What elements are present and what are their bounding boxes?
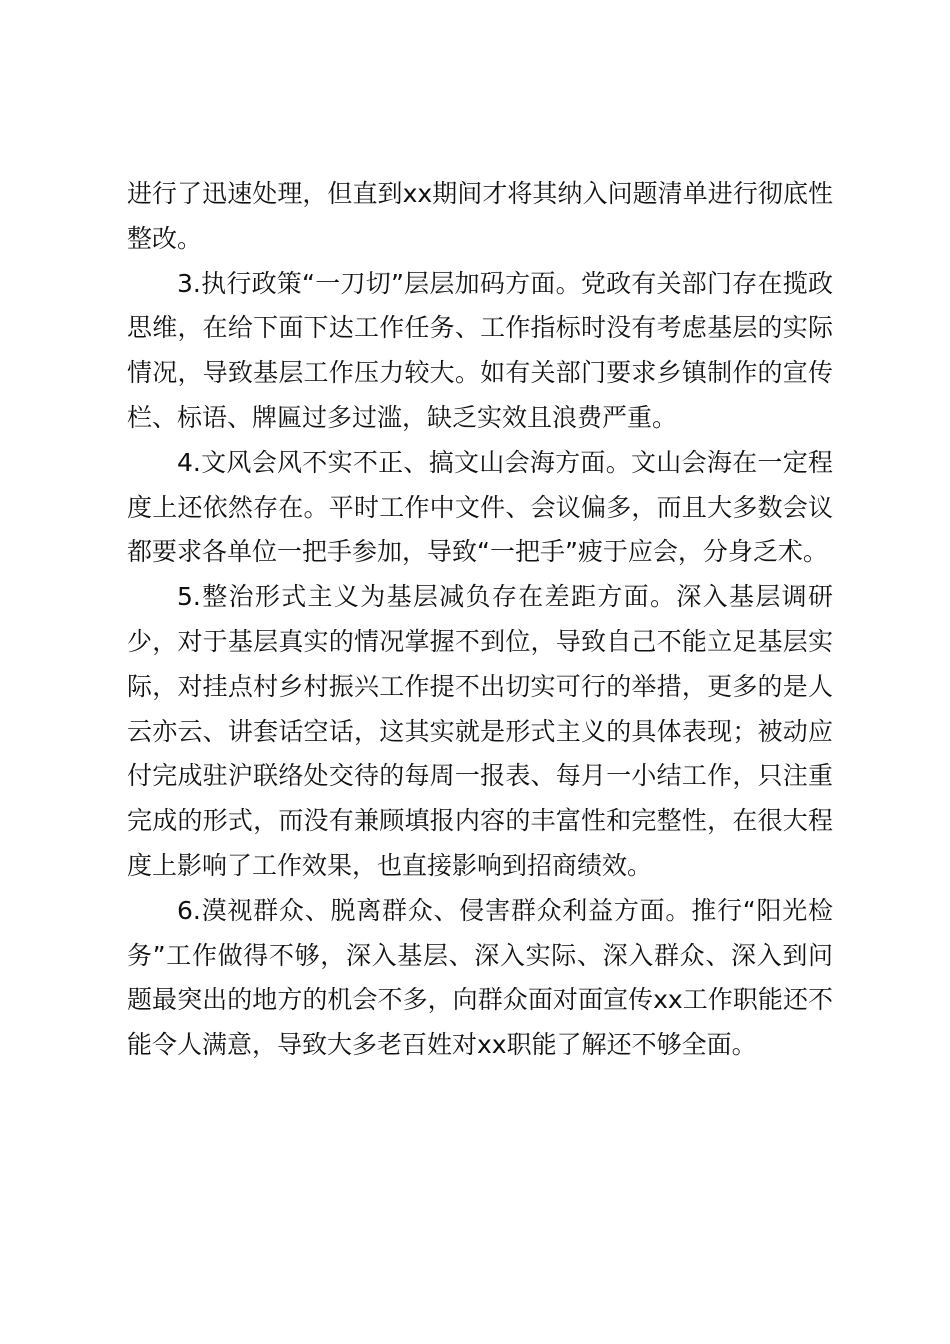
document-body [127, 172, 833, 1068]
paragraph-item-3: 3.执行政策“一刀切”层层加码方面。党政有关部门存在揽政思维，在给下面下达工作任务、工作指标时没有考虑基层的实际情况，导致基层工作压力较大。如有关部门要求乡镇制作的宣传栏、标语、牌匾过多过滥，缺乏实效且浪费严重。 [127, 268, 833, 432]
paragraph-item-4: 4.文风会风不实不正、搞文山会海方面。文山会海在一定程度上还依然存在。平时工作中文件、会议偏多，而且大多数会议都要求各单位一把手参加，导致“一把手”疲于应会，分身乏术。 [127, 447, 833, 567]
paragraph-item-6: 6.漠视群众、脱离群众、侵害群众利益方面。推行“阳光检务”工作做得不够，深入基层、深入实际、深入群众、深入到问题最突出的地方的机会不多，向群众面对面宣传xx工作职能还不能令人满意，导致大多老百姓对xx职能了解还不够全面。 [127, 895, 833, 1060]
paragraph-item-5: 5.整治形式主义为基层减负存在差距方面。深入基层调研少，对于基层真实的情况掌握不到位，导致自己不能立足基层实际，对挂点村乡村振兴工作提不出切实可行的举措，更多的是人云亦云、讲套话空话，这其实就是形式主义的具体表现；被动应付完成驻沪联络处交待的每周一报表、每月一小结工作，只注重完成的形式，而没有兼顾填报内容的丰富性和完整性，在很大程度上影响了工作效果，也直接影响到招商绩效。 [127, 582, 833, 880]
paragraph-continuation: 进行了迅速处理，但直到xx期间才将其纳入问题清单进行彻底性整改。 [127, 179, 833, 253]
